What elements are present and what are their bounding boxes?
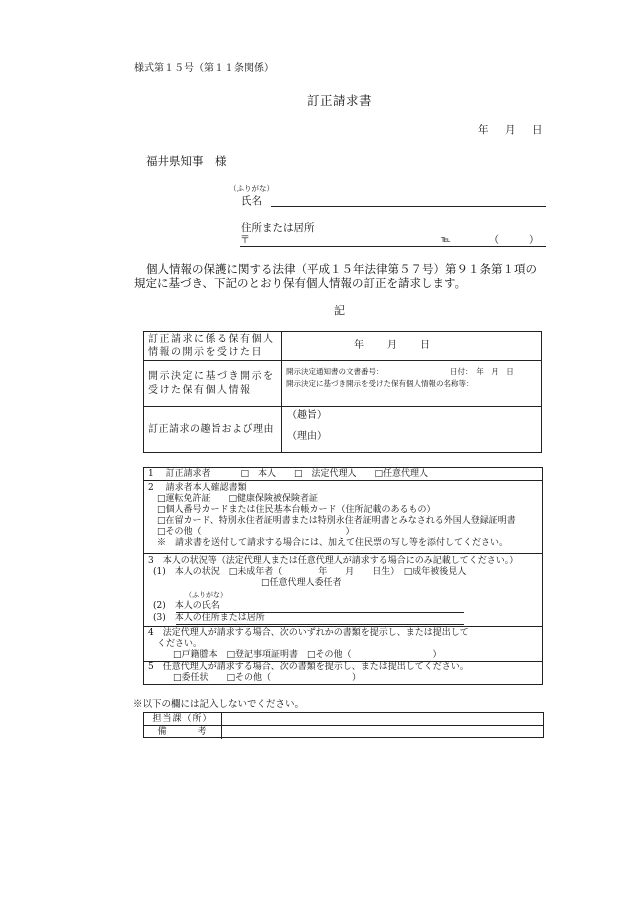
office-use-remarks-label: 備 考 [144,726,222,739]
office-use-dept-label: 担当課（所） [144,713,222,725]
office-use-row-dept [144,713,543,726]
requester-type-block [144,468,542,481]
purpose-reason-field[interactable] [282,407,541,453]
legal-rep-line2: ください。 [157,639,203,649]
disclosure-date-label-line1: 訂正請求に係る保有個人 [148,333,275,345]
info-name-label: 開示決定に基づき開示を受けた保有個人情報の名称等： [286,379,474,388]
ki-heading: 記 [334,304,345,317]
disclosed-info-row [144,361,541,407]
disclosure-date-label [144,332,282,360]
voluntary-rep-line1: 5 任意代理人が請求する場合、次の書類を提示し、または提出してください。 [148,662,469,672]
requester-details-box [143,467,543,685]
reason-label: （理由） [287,431,327,442]
office-use-row-remarks [144,726,543,739]
legal-rep-line1: 4 法定代理人が請求する場合、次のいずれかの書類を提示し、または提出して [148,628,469,638]
postal-mark: 〒 [240,235,250,246]
office-use-note: ※以下の欄には記入しないでください。 [133,699,305,710]
form-number: 様式第１５号（第１１条関係） [134,63,274,74]
voluntary-rep-documents[interactable]: □委任状 □その他（ ） [173,673,362,683]
addressee: 福井県知事 様 [146,154,227,168]
identity-doc-other[interactable]: □その他（ ） [157,527,355,537]
requester-furigana-label: （ふりがな） [229,184,274,193]
purpose-reason-label-text: 訂正請求の趣旨および理由 [148,424,274,436]
disclosed-info-label-line1: 開示決定に基づき開示を [148,371,275,382]
disclosure-date-row [144,332,541,361]
tel-paren: （ ） [489,235,539,246]
date-line: 年 月 日 [478,124,546,136]
requester-address-field[interactable] [240,246,546,247]
principal-address-label: (3) 本人の住所または居所 [153,613,265,623]
page-title: 訂正請求書 [307,93,373,108]
legal-rep-documents[interactable]: □戸籍謄本 □登記事項証明書 □その他（ ） [173,650,442,660]
requester-name-field[interactable] [271,206,546,207]
identity-doc-note: ※ 請求書を送付して請求する場合には、加えて住民票の写し等を添付してください。 [157,538,509,548]
notice-date-label: 日付： 年 月 日 [450,367,514,376]
disclosure-date-label-line2: 情報の開示を受けた日 [148,347,263,358]
principal-status-block [144,554,542,627]
identity-doc-residence-card[interactable]: □在留カード、特別永住者証明書または特別永住者証明書とみなされる外国人登録証明書 [157,516,516,526]
purpose-reason-row [144,407,541,453]
principal-name-label: (2) 本人の氏名 [153,601,220,611]
disclosed-info-field[interactable] [282,361,541,406]
office-use-table [143,712,544,738]
body-text-line2: 規定に基づき、下記のとおり保有個人情報の訂正を請求します。 [134,276,467,290]
requester-address-label: 住所または居所 [241,222,315,234]
identity-doc-license-insurance[interactable]: □運転免許証 □健康保険被保険者証 [157,494,319,504]
legal-rep-block [144,627,542,662]
requester-name-label: 氏名 [241,195,262,207]
principal-status-line1[interactable]: (1) 本人の状況 □未成年者（ 年 月 日生） □成年被後見人 [153,567,467,577]
body-text-line1: 個人情報の保護に関する法律（平成１５年法律第５７号）第９１条第１項の [146,262,537,276]
identity-documents-title: 2 請求者本人確認書類 [148,483,247,493]
purpose-label: （趣旨） [287,410,327,421]
identity-doc-my-number[interactable]: □個人番号カードまたは住民基本台帳カード（住所記載のあるもの） [157,505,436,515]
disclosure-date-value: 年 月 日 [354,340,431,351]
requester-type-line[interactable]: 1 訂正請求者 □ 本人 □ 法定代理人 □任意代理人 [148,469,428,479]
identity-documents-block [144,481,542,554]
disclosed-info-label-line2: 受けた保有個人情報 [148,384,252,396]
principal-address-field[interactable] [176,624,464,625]
principal-status-delegator[interactable]: □任意代理人委任者 [261,578,342,588]
disclosure-date-field[interactable] [282,332,541,360]
principal-furigana-label: （ふりがな） [185,591,227,599]
voluntary-rep-block [144,662,542,685]
request-details-table [143,331,542,453]
principal-status-title: 3 本人の状況等（法定代理人または任意代理人が請求する場合にのみ記載してください。） [148,556,519,566]
disclosed-info-label [144,361,282,406]
tel-mark: ℡ [441,235,451,245]
purpose-reason-label [144,407,282,453]
document-number-label: 開示決定通知書の文書番号： [286,367,384,376]
